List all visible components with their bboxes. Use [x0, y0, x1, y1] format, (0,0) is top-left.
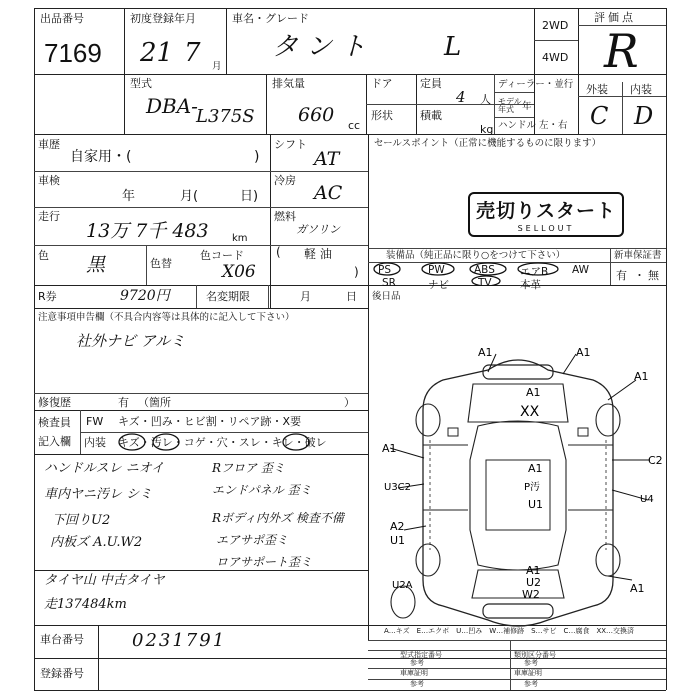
- model-year-unit: 年: [522, 101, 532, 112]
- repair-history-close: ）: [344, 396, 355, 409]
- warranty-no: 無: [648, 269, 659, 282]
- equipment-circles: [368, 262, 610, 286]
- warranty-yes: 有: [616, 269, 627, 282]
- cooler-value: AC: [314, 182, 343, 204]
- repair-history-label: 修復歴: [38, 396, 71, 409]
- wheel-fr: [596, 404, 620, 436]
- type-designation-ref: 参考: [410, 659, 424, 667]
- dealer-label: ディーラー・並行: [498, 79, 574, 90]
- interior-grade: D: [634, 102, 654, 130]
- displacement-unit: cc: [348, 119, 361, 132]
- grade: L: [444, 32, 462, 62]
- name-change-day: 日: [346, 290, 357, 303]
- damage-mark: A1: [634, 370, 649, 383]
- inspector-label: 検査員: [38, 416, 71, 429]
- category-number-label: 類別区分番号: [514, 651, 556, 659]
- rear-hatch: [472, 570, 564, 598]
- first-registration-year: 21: [140, 38, 174, 68]
- equipment-title: 装備品（純正品に限り○をつけて下さい）: [386, 250, 566, 261]
- history-close: ): [254, 149, 260, 165]
- recolor-label: 色替: [150, 257, 172, 270]
- displacement: 660: [298, 104, 335, 126]
- notes-label: 注意事項申告欄（不具合内容等は具体的に記入して下さい）: [38, 312, 295, 323]
- mirror-right: [578, 428, 588, 436]
- cooler-label: 冷房: [274, 174, 296, 187]
- damage-mark: C2: [648, 454, 663, 467]
- handle-label: ハンドル 左・右: [498, 120, 568, 131]
- fuel-light-oil: 軽 油: [304, 247, 332, 261]
- chassis-number-label: 車台番号: [40, 633, 84, 646]
- drive-2wd: 2WD: [542, 19, 569, 32]
- notes-value: 社外ナビ アルミ: [76, 332, 186, 350]
- first-registration-label: 初度登録年月: [130, 12, 196, 25]
- model-code: L375S: [196, 106, 255, 127]
- model-code-label: 型式: [130, 77, 152, 90]
- warranty-label: 新車保証書: [614, 250, 662, 261]
- rear-bumper: [483, 604, 553, 618]
- damage-mark: U2A: [392, 580, 413, 591]
- equip-navi-label: ナビ: [428, 279, 449, 291]
- damage-mark: U4: [640, 494, 654, 505]
- remark-line: 車内ヤニ汚レ シミ: [44, 487, 153, 502]
- damage-mark: U1: [390, 534, 406, 547]
- repair-history-value: 有: [118, 396, 129, 409]
- remark-line: ロアサポート歪ミ: [216, 555, 313, 569]
- damage-mark: A1: [528, 462, 543, 475]
- capacity-label: 定員: [420, 77, 442, 90]
- month-unit: 月: [212, 61, 222, 72]
- drive-4wd: 4WD: [542, 51, 569, 64]
- damage-mark: U3C2: [384, 482, 412, 493]
- car-diagram: [368, 340, 666, 640]
- load-unit: kg: [480, 123, 494, 136]
- category-number-ref: 参考: [524, 659, 538, 667]
- score: R: [604, 24, 639, 78]
- damage-mark: U2: [526, 576, 542, 589]
- history-value: 自家用・(: [70, 149, 132, 165]
- recycle-label: R券: [38, 290, 57, 303]
- cabin: [470, 421, 566, 570]
- equip-ps-label: PS: [378, 264, 391, 276]
- shape-label: 形状: [371, 109, 393, 122]
- garage-cert-2-label: 車庫証明: [514, 669, 542, 677]
- load-label: 積載: [420, 109, 442, 122]
- remark-line: ハンドルスレ ニオイ: [44, 461, 165, 476]
- color-code: X06: [222, 262, 256, 282]
- inspector-sub-label: 記入欄: [38, 435, 71, 448]
- equip-tv-label: TV: [478, 277, 492, 289]
- garage-cert-2-ref: 参考: [524, 680, 538, 688]
- color-code-label: 色コード: [200, 249, 244, 262]
- damage-mark: A1: [630, 582, 645, 595]
- fuel-paren-open: (: [276, 245, 281, 259]
- equip-abs-label: ABS: [474, 264, 495, 276]
- equip-leather-label: 本革: [520, 279, 541, 291]
- shift-label: シフト: [274, 138, 307, 151]
- equip-airbag-label: エアB: [520, 266, 549, 278]
- damage-mark: U1: [528, 498, 544, 511]
- diagram-legend: A…キズ E…エクボ U…凹み W…補修跡 S…サビ C…腐食 XX…交換済: [384, 627, 635, 635]
- model-name: タント: [272, 32, 375, 62]
- mirror-left: [448, 428, 458, 436]
- exterior-grade: C: [590, 102, 609, 130]
- inspection-month: 月(: [180, 189, 199, 204]
- color-label: 色: [38, 249, 49, 262]
- first-registration-month: 7: [184, 38, 201, 68]
- shift-value: AT: [314, 148, 340, 170]
- interior-check-label: 内装: [84, 436, 106, 449]
- remark-line: エアサポ歪ミ: [216, 533, 289, 547]
- damage-mark: P汚: [524, 482, 541, 493]
- capacity-value: 4: [456, 88, 466, 106]
- exterior-label: 外装: [586, 83, 608, 96]
- wheel-fl: [416, 404, 440, 436]
- inspection-day: 日): [240, 189, 259, 204]
- inspection-year: 年: [122, 189, 136, 204]
- remark-line: Rボディ内外ズ 検査不備: [212, 511, 344, 525]
- mileage-unit: km: [232, 233, 248, 244]
- equip-aw-label: AW: [572, 264, 589, 276]
- sellout-main: 売切りスタート: [476, 200, 617, 222]
- fuel-petrol: ガソリン: [296, 223, 340, 236]
- damage-mark: XX: [520, 404, 540, 420]
- garage-cert-label: 車庫証明: [400, 669, 428, 677]
- lot-number: 7169: [44, 38, 102, 68]
- damage-mark: A1: [478, 346, 493, 359]
- fuel-label: 燃料: [274, 210, 296, 223]
- door-label: ドア: [371, 77, 393, 90]
- wheel-rr: [596, 544, 620, 576]
- model-name-label: 車名・グレード: [232, 12, 309, 25]
- damage-mark: W2: [522, 588, 540, 601]
- damage-mark: A1: [382, 442, 397, 455]
- name-change-month: 月: [300, 290, 311, 303]
- color-value: 黒: [86, 254, 106, 276]
- remark-line: タイヤ山 中古タイヤ: [44, 573, 165, 588]
- repair-history-place: （箇所: [138, 396, 171, 409]
- damage-mark: A1: [576, 346, 591, 359]
- damage-mark: A1: [526, 386, 541, 399]
- remark-line: 内板ズ A.U.W2: [50, 535, 143, 550]
- model-year-label: モデル年式: [498, 97, 522, 115]
- damage-mark: A1: [526, 564, 541, 577]
- car-body-outline: [423, 360, 613, 626]
- type-designation-label: 型式指定番号: [400, 651, 442, 659]
- recycle-value: 9720円: [120, 288, 170, 304]
- sales-point-label: セールスポイント（正常に機能するものに限ります）: [374, 138, 602, 149]
- wheel-rl: [416, 544, 440, 576]
- mileage-value: 13万 7千 483: [86, 220, 209, 242]
- warranty-sep: ・: [634, 269, 645, 282]
- inspector-circles: [110, 430, 310, 452]
- model-code-prefix: DBA-: [146, 94, 198, 118]
- hood: [468, 384, 568, 422]
- fw-label: FW: [86, 415, 104, 428]
- sellout-sub: SELLOUT: [517, 224, 575, 233]
- remark-line: Rフロア 歪ミ: [212, 461, 285, 475]
- name-change-label: 名変期限: [206, 290, 250, 303]
- history-label: 車歴: [38, 138, 60, 151]
- equip-pw-label: PW: [428, 264, 445, 276]
- sellout-stamp: [468, 192, 624, 237]
- inspection-label: 車検: [38, 174, 60, 187]
- chassis-number: 0231791: [132, 630, 227, 651]
- score-label: 評価点: [594, 11, 636, 24]
- interior-check-items: キズ・汚レ・コゲ・穴・スレ・キレ・破レ: [118, 436, 327, 449]
- lot-number-label: 出品番号: [40, 12, 84, 25]
- remark-line: 走137484km: [44, 597, 127, 612]
- mileage-label: 走行: [38, 210, 60, 223]
- equip-sr-label: SR: [382, 277, 396, 289]
- garage-cert-ref: 参考: [410, 680, 424, 688]
- displacement-label: 排気量: [272, 77, 305, 90]
- registration-number-label: 登録番号: [40, 667, 84, 680]
- remark-line: 下回りU2: [52, 513, 111, 528]
- capacity-unit: 人: [480, 93, 491, 106]
- damage-mark: A2: [390, 520, 405, 533]
- remark-line: エンドパネル 歪ミ: [212, 483, 312, 497]
- fw-items: キズ・凹み・ヒビ割・リペア跡・X要: [118, 415, 302, 428]
- rear-seat-label: 後日品: [372, 291, 401, 302]
- fuel-paren-close: ): [354, 265, 359, 279]
- interior-label: 内装: [630, 83, 652, 96]
